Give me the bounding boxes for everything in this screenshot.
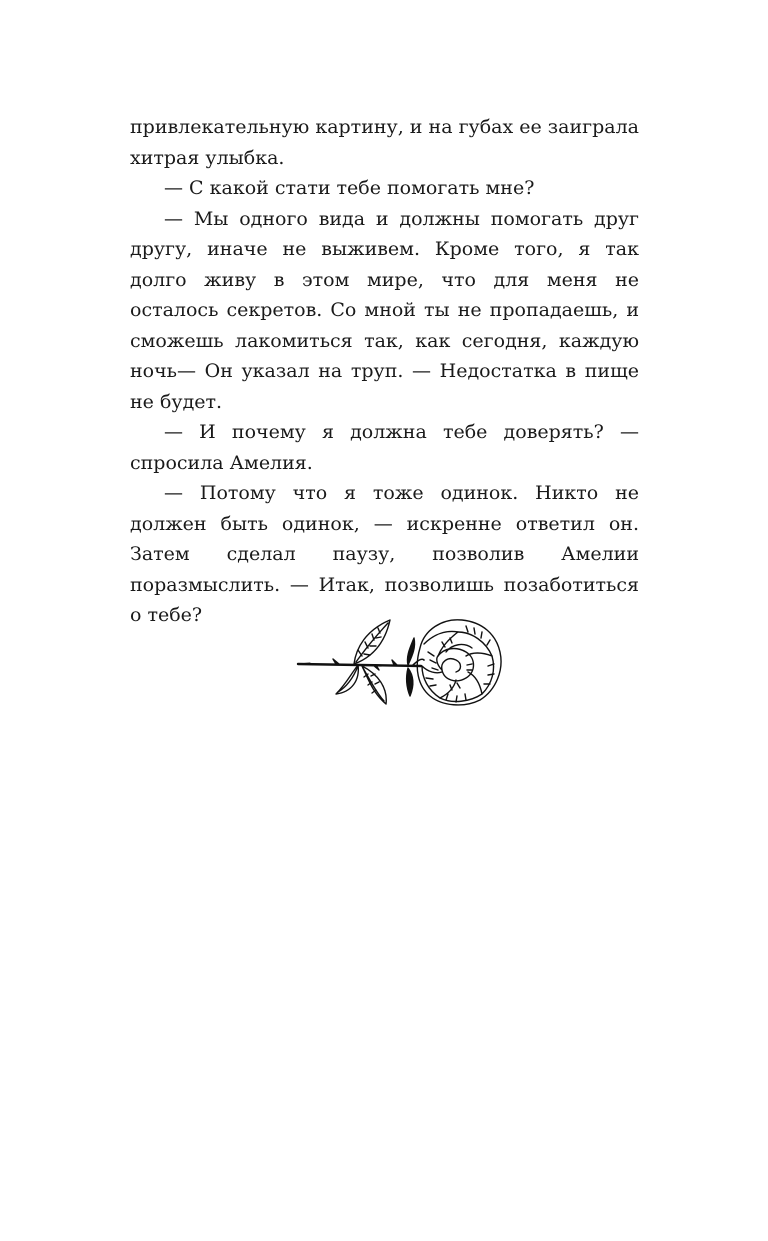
- paragraph-dialogue-1: — С какой стати тебе помогать мне?: [164, 177, 535, 199]
- rose-icon: [296, 608, 506, 714]
- paragraph-continuation: привлекательную картину, и на губах ее заиграла хитрая улыбка.: [130, 116, 639, 169]
- body-text: [130, 112, 639, 631]
- paragraph-dialogue-3: — И почему я должна тебе доверять? — спросила Амелия.: [130, 421, 639, 474]
- paragraph-dialogue-2: — Мы одного вида и должны помогать друг другу, иначе не выживем. Кроме того, я так долго живу в этом мире, что для меня не осталось секретов. Со мной ты не пропадаешь, и сможешь лакомиться так, как сегодня, каждую ночь— Он указал на труп. — Недостатка в пище не будет.: [130, 207, 639, 413]
- paragraph-dialogue-4: — Потому что я тоже одинок. Никто не должен быть одинок, — искренне ответил он. Затем сделал паузу, позволив Амелии поразмыслить. — Итак, позволишь позаботиться о тебе?: [130, 482, 639, 626]
